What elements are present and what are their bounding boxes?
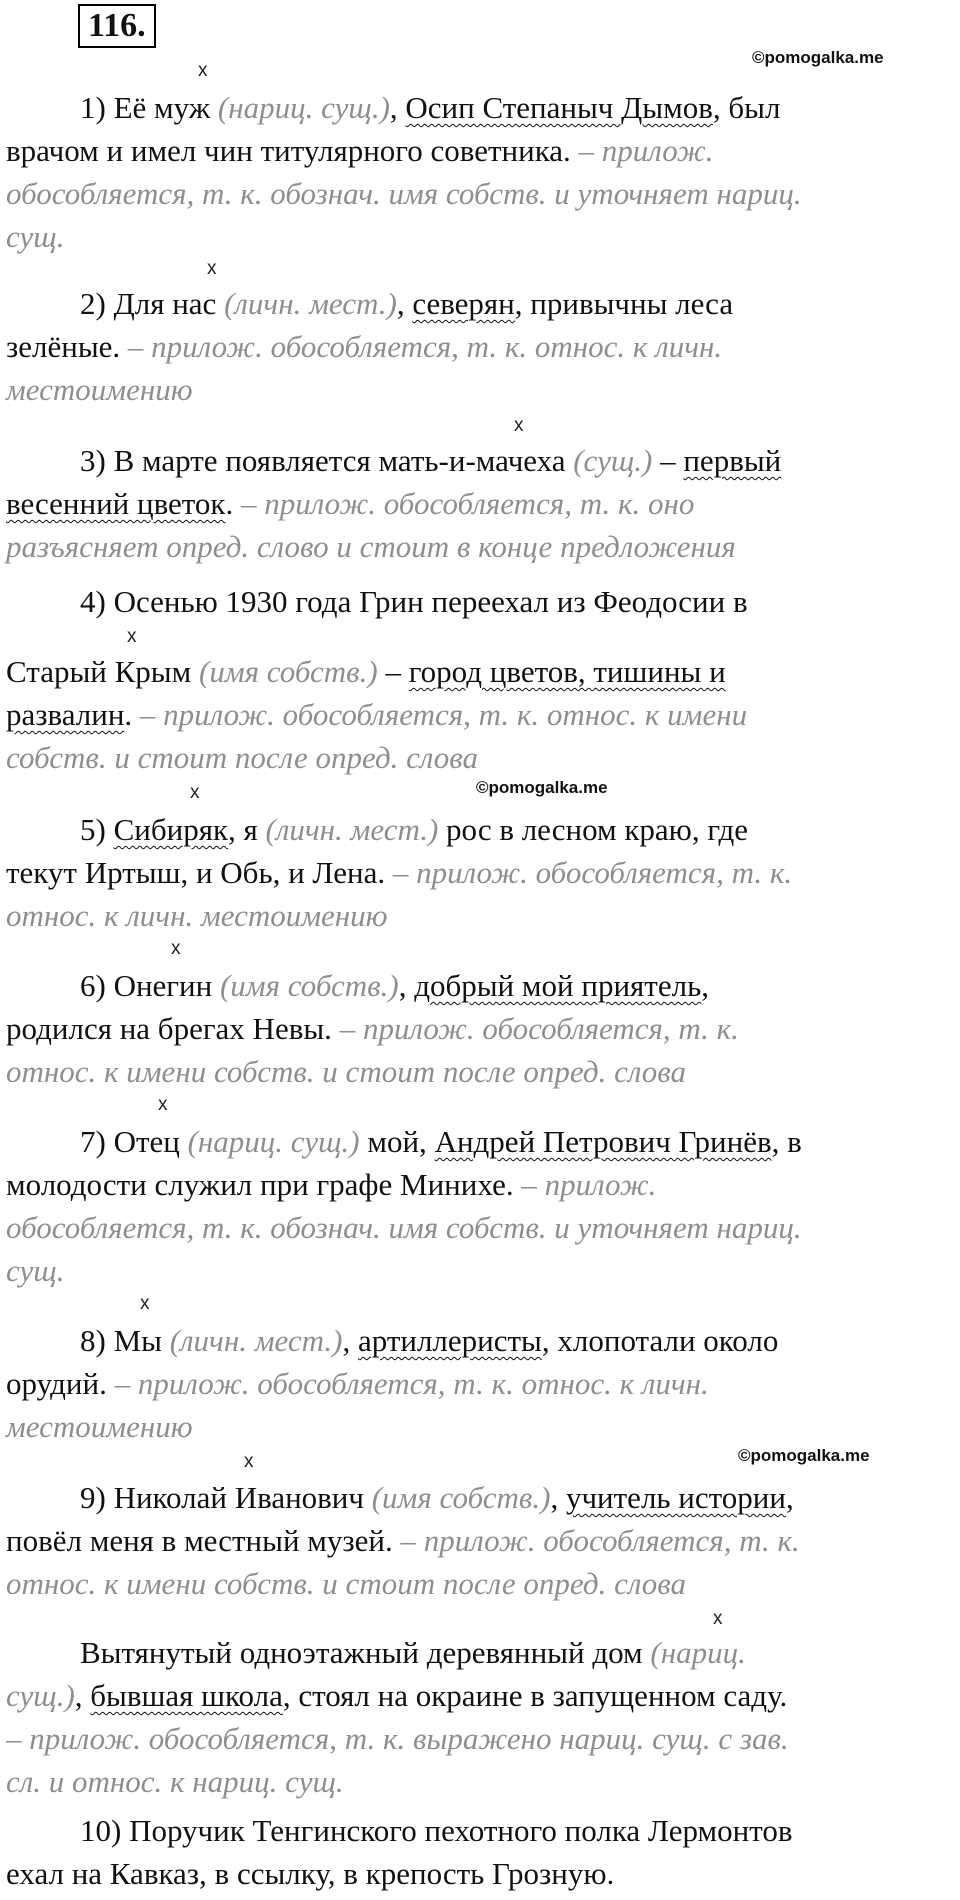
text-line: развалин. – прилож. обособляется, т. к. относ. к имени [6,697,748,732]
text-line: 2) Для нас (личн. мест.), северян, привычны леса [80,286,734,321]
text-line: относ. к имени собств. и стоит после опред. слова [6,1566,686,1601]
text-line: текут Иртыш, и Обь, и Лена. – прилож. обособляется, т. к. [6,855,793,890]
text-line: врачом и имел чин титулярного советника. – прилож. [6,133,714,168]
text-line: собств. и стоит после опред. слова [6,740,479,775]
text-line: 9) Николай Иванович (имя собств.), учитель истории, [80,1480,794,1515]
text-line: орудий. – прилож. обособляется, т. к. относ. к личн. [6,1366,709,1401]
head-word-marker: x [207,258,217,279]
text-line: молодости служил при графе Минихе. – прилож. [6,1167,657,1202]
text-line: обособляется, т. к. обознач. имя собств. и уточняет нариц. [6,176,802,211]
head-word-marker: x [127,626,137,647]
head-word-marker: x [198,60,208,81]
head-word-marker: x [140,1293,150,1314]
head-word-marker: x [514,415,524,436]
text-line: 10) Поручик Тенгинского пехотного полка Лермонтов [80,1813,793,1848]
text-line: относ. к имени собств. и стоит после опред. слова [6,1054,686,1089]
text-line: зелёные. – прилож. обособляется, т. к. относ. к личн. [6,329,723,364]
text-line: сущ. [6,1253,65,1288]
head-word-marker: x [244,1451,254,1472]
head-word-marker: x [158,1094,168,1115]
text-line: Вытянутый одноэтажный деревянный дом (нариц. [80,1635,746,1670]
text-line: 1) Её муж (нариц. сущ.), Осип Степаныч Дымов, был [80,90,781,125]
text-line: сл. и относ. к нариц. сущ. [6,1764,344,1799]
text-line: родился на брегах Невы. – прилож. обособляется, т. к. [6,1011,739,1046]
text-line: 8) Мы (личн. мест.), артиллеристы, хлопотали около [80,1323,779,1358]
text-line: разъясняет опред. слово и стоит в конце предложения [6,529,736,564]
text-line: Старый Крым (имя собств.) – город цветов, тишины и [6,654,726,689]
text-line: местоимению [6,372,193,407]
text-line: 4) Осенью 1930 года Грин переехал из Феодосии в [80,584,748,619]
head-word-marker: x [171,938,181,959]
text-line: повёл меня в местный музей. – прилож. обособляется, т. к. [6,1523,800,1558]
text-line: 7) Отец (нариц. сущ.) мой, Андрей Петрович Гринёв, в [80,1124,802,1159]
text-line: – прилож. обособляется, т. к. выражено нариц. сущ. с зав. [6,1721,789,1756]
text-line: местоимению [6,1409,193,1444]
watermark: ©pomogalka.me [752,48,884,67]
exercise-number: 116. [78,4,156,48]
head-word-marker: x [190,782,200,803]
text-line: сущ. [6,219,65,254]
watermark: ©pomogalka.me [476,778,608,797]
head-word-marker: x [713,1608,723,1629]
text-line: сущ.), бывшая школа, стоял на окраине в запущенном саду. [6,1678,788,1713]
text-line: обособляется, т. к. обознач. имя собств. и уточняет нариц. [6,1210,802,1245]
text-line: весенний цветок. – прилож. обособляется, т. к. оно [6,486,695,521]
text-line: 5) Сибиряк, я (личн. мест.) рос в лесном краю, где [80,812,749,847]
text-line: 3) В марте появляется мать-и-мачеха (сущ.) – первый [80,443,782,478]
watermark: ©pomogalka.me [738,1446,870,1465]
text-line: относ. к личн. местоимению [6,898,388,933]
text-line: ехал на Кавказ, в ссылку, в крепость Грозную. [6,1856,615,1891]
text-line: 6) Онегин (имя собств.), добрый мой приятель, [80,968,709,1003]
